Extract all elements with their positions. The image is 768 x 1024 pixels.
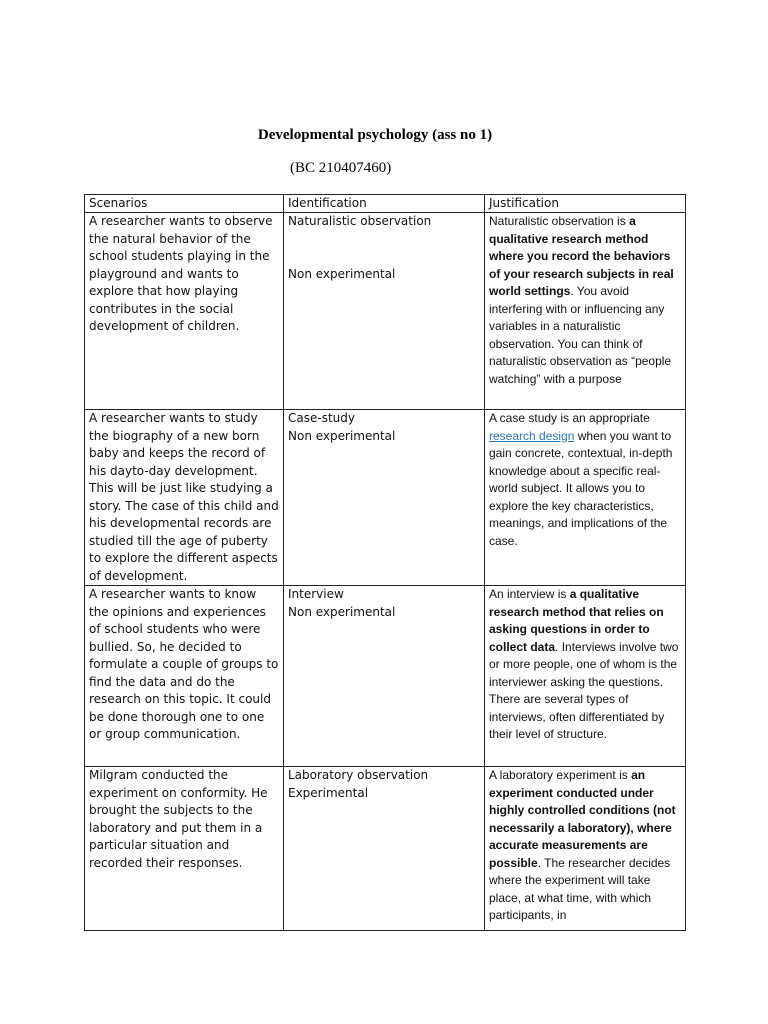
scenario-cell <box>85 410 284 586</box>
identification-cell <box>284 586 485 767</box>
justification-cell <box>485 213 686 410</box>
scenario-text: A researcher wants to know the opinions and experiences of school students who were bullied. So, he decided to formulate a couple of groups to find the data and do the research on this topic. It could be done thorough one to one or group communication. <box>89 587 279 741</box>
identification-type: Non experimental <box>288 428 396 443</box>
identification-cell <box>284 410 485 586</box>
justification-cell <box>485 586 686 767</box>
table-row <box>85 586 686 767</box>
justification-cell <box>485 767 686 931</box>
document-subtitle: (BC 210407460) <box>290 160 392 176</box>
table-header-row <box>85 195 686 213</box>
justification-text: A laboratory experiment is <box>489 768 632 782</box>
document-title: Developmental psychology (ass no 1) <box>257 127 493 143</box>
justification-text: An interview is <box>489 587 570 601</box>
identification-type: Non experimental <box>288 604 396 619</box>
identification-method: Interview <box>288 587 344 601</box>
scenario-cell <box>85 767 284 931</box>
scenarios-table <box>84 194 686 931</box>
justification-bold: a qualitative research method where you record the behaviors of your research subjects in real world settings <box>489 214 674 298</box>
table-row <box>85 410 686 586</box>
scenario-cell <box>85 213 284 410</box>
justification-text-rest: . The researcher decides where the experiment will take place, at what time, with which participants, in <box>489 855 671 922</box>
justification-bold: an experiment conducted under highly controlled conditions (not necessarily a laboratory), where accurate measurements are possible <box>489 768 676 870</box>
identification-method: Naturalistic observation <box>288 214 432 228</box>
identification-method: Case-study <box>288 411 355 425</box>
identification-cell <box>284 767 485 931</box>
justification-text-rest: . Interviews involve two or more people, one of whom is the interviewer asking the questions. There are several types of interviews, often differentiated by their level of structure. <box>489 639 679 741</box>
justification-text-rest: when you want to gain concrete, contextual, in-depth knowledge about a specific real-world subject. It allows you to explore the key characteristics, meanings, and implications of the case. <box>489 428 673 548</box>
identification-cell <box>284 213 485 410</box>
research-design-link[interactable]: research design <box>489 428 575 443</box>
header-scenarios: Scenarios <box>85 195 284 213</box>
identification-type: Experimental <box>288 785 369 800</box>
scenario-text: A researcher wants to observe the natural behavior of the school students playing in the playground and wants to explore that how playing contributes in the social development of children. <box>89 214 273 333</box>
scenario-cell <box>85 586 284 767</box>
header-identification: Identification <box>284 195 485 213</box>
scenario-text: A researcher wants to study the biography of a new born baby and keeps the record of his dayto-day development. This will be just like studying a story. The case of this child and his developmental records are studied till the age of puberty to explore the different aspects of development. <box>89 411 279 583</box>
justification-text-rest: . You avoid interfering with or influencing any variables in a naturalistic observation. You can think of naturalistic observation as “people watching” with a purpose <box>489 284 672 386</box>
header-justification: Justification <box>485 195 686 213</box>
table-row <box>85 213 686 410</box>
identification-method: Laboratory observation <box>288 768 429 782</box>
justification-text: Naturalistic observation is <box>489 214 630 228</box>
justification-bold: a qualitative research method that relies on asking questions in order to collect data <box>489 587 664 654</box>
table-row <box>85 767 686 931</box>
justification-cell <box>485 410 686 586</box>
identification-type: Non experimental <box>288 266 396 281</box>
scenario-text: Milgram conducted the experiment on conformity. He brought the subjects to the laboratory and put them in a particular situation and recorded their responses. <box>89 768 268 870</box>
justification-text: A case study is an appropriate <box>489 411 650 425</box>
